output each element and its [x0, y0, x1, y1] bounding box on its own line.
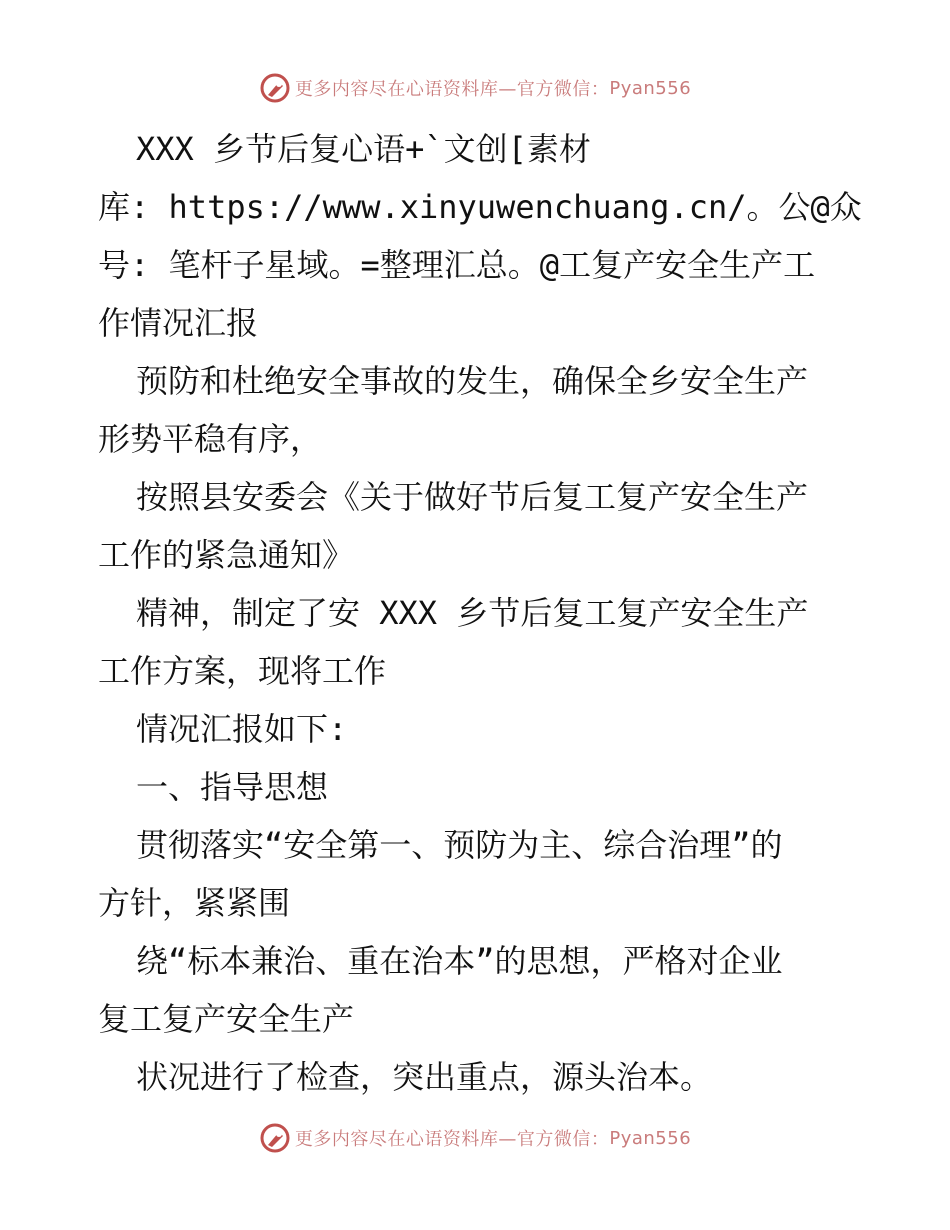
text-line: 情况汇报如下: — [136, 710, 348, 748]
text-line: 方针，紧紧围 — [98, 884, 291, 922]
text-line: 贯彻落实“安全第一、预防为主、综合治理”的 — [136, 826, 783, 864]
watermark-banner-bottom — [0, 1122, 950, 1154]
banner-handle: Pyan556 — [609, 77, 692, 99]
text-line: 工作的紧急通知》 — [98, 536, 355, 574]
document-body — [98, 120, 862, 1106]
text-line: 形势平稳有序， — [98, 420, 323, 458]
text-line: 库: https://www.xinyuwenchuang.cn/。公@众 — [98, 188, 862, 226]
text-line: 复工复产安全生产 — [98, 1000, 355, 1038]
text-line: 预防和杜绝安全事故的发生，确保全乡安全生产 — [136, 362, 809, 400]
pen-nib-logo-icon — [259, 72, 291, 104]
banner-text: 更多内容尽在心语资料库—官方微信： — [294, 79, 610, 100]
text-line: XXX 乡节后复心语+`文创[素材 — [136, 130, 591, 168]
banner-text: 更多内容尽在心语资料库—官方微信： — [294, 1129, 610, 1150]
watermark-banner-top — [0, 72, 950, 104]
text-line: 作情况汇报 — [98, 304, 259, 342]
pen-nib-logo-icon — [259, 1122, 291, 1154]
text-line: 工作方案，现将工作 — [98, 652, 387, 690]
banner-handle: Pyan556 — [609, 1127, 692, 1149]
section-heading: 一、指导思想 — [136, 768, 329, 806]
text-line: 状况进行了检查，突出重点，源头治本。 — [136, 1058, 713, 1096]
text-line: 号: 笔杆子星域。=整理汇总。@工复产安全生产工 — [98, 246, 816, 284]
text-line: 绕“标本兼治、重在治本”的思想，严格对企业 — [136, 942, 783, 980]
text-line: 精神，制定了安 XXX 乡节后复工复产安全生产 — [136, 594, 809, 632]
text-line: 按照县安委会《关于做好节后复工复产安全生产 — [136, 478, 809, 516]
